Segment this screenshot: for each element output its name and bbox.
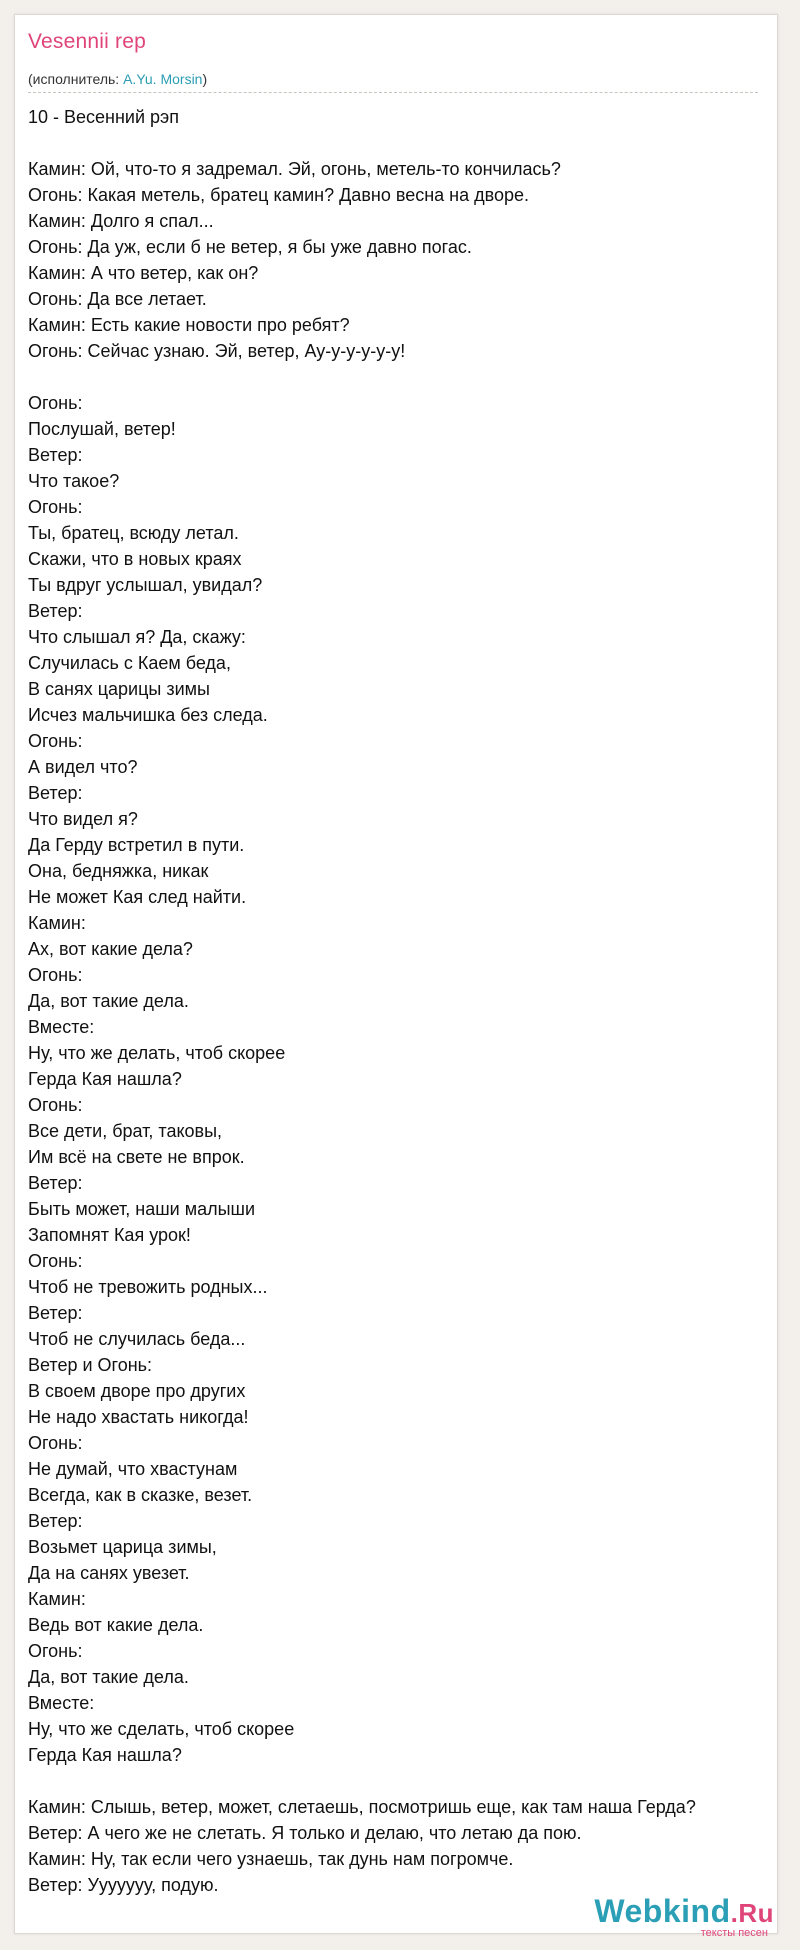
lyric-line: В своем дворе про других xyxy=(28,1381,246,1401)
lyric-line: Огонь: Да уж, если б не ветер, я бы уже давно погас. xyxy=(28,237,472,257)
lyric-line: Огонь: Сейчас узнаю. Эй, ветер, Ау-у-у-у-у-у! xyxy=(28,341,406,361)
lyric-line: Огонь: Какая метель, братец камин? Давно весна на дворе. xyxy=(28,185,530,205)
lyric-line: Ты вдруг услышал, увидал? xyxy=(28,575,263,595)
logo-tld: .Ru xyxy=(730,1898,774,1928)
lyric-line: Ах, вот какие дела? xyxy=(28,939,193,959)
lyric-line: Ведь вот какие дела. xyxy=(28,1615,204,1635)
lyric-line: Ветер: xyxy=(28,783,83,803)
artist-line xyxy=(28,71,207,87)
lyric-line: Всегда, как в сказке, везет. xyxy=(28,1485,253,1505)
lyric-line: Случилась с Каем беда, xyxy=(28,653,231,673)
logo-wordmark xyxy=(564,1895,774,1929)
lyric-line: Камин: Ой, что-то я задремал. Эй, огонь, метель-то кончилась? xyxy=(28,159,561,179)
lyrics-text xyxy=(28,104,798,1898)
lyric-line: Огонь: xyxy=(28,497,83,517)
lyric-line: Чтоб не тревожить родных... xyxy=(28,1277,268,1297)
lyric-line: Герда Кая нашла? xyxy=(28,1069,182,1089)
lyric-line: Запомнят Кая урок! xyxy=(28,1225,191,1245)
lyric-line: Ветер: А чего же не слетать. Я только и делаю, что летаю да пою. xyxy=(28,1823,582,1843)
title-divider xyxy=(28,92,758,93)
lyric-line: Ветер: xyxy=(28,1173,83,1193)
lyric-line: Им всё на свете не впрок. xyxy=(28,1147,245,1167)
lyric-line: Послушай, ветер! xyxy=(28,419,176,439)
lyric-line: Огонь: xyxy=(28,1095,83,1115)
lyric-line: Да, вот такие дела. xyxy=(28,1667,189,1687)
artist-suffix: ) xyxy=(202,71,208,87)
logo-main-text: Webkind xyxy=(594,1893,731,1929)
lyric-line: Огонь: xyxy=(28,1251,83,1271)
lyric-line: Камин: xyxy=(28,913,86,933)
lyric-line: Она, бедняжка, никак xyxy=(28,861,209,881)
lyric-line: Не надо хвастать никогда! xyxy=(28,1407,249,1427)
lyric-line: Ветер и Огонь: xyxy=(28,1355,153,1375)
lyric-line: Ветер: xyxy=(28,445,83,465)
lyric-line: Да, вот такие дела. xyxy=(28,991,189,1011)
lyric-line: Ну, что же сделать, чтоб скорее xyxy=(28,1719,295,1739)
lyric-line: Скажи, что в новых краях xyxy=(28,549,242,569)
lyric-line: Исчез мальчишка без следа. xyxy=(28,705,268,725)
lyric-line: 10 - Весенний рэп xyxy=(28,107,179,127)
lyric-line: Огонь: Да все летает. xyxy=(28,289,207,309)
lyric-line: В санях царицы зимы xyxy=(28,679,210,699)
lyric-line: Ветер: xyxy=(28,601,83,621)
lyric-line: Что слышал я? Да, скажу: xyxy=(28,627,246,647)
lyric-line: Ну, что же делать, чтоб скорее xyxy=(28,1043,286,1063)
lyric-line: Камин: А что ветер, как он? xyxy=(28,263,259,283)
lyric-line: Все дети, брат, таковы, xyxy=(28,1121,223,1141)
lyric-line: Огонь: xyxy=(28,965,83,985)
lyric-line: Да Герду встретил в пути. xyxy=(28,835,245,855)
lyric-line: Не думай, что хвастунам xyxy=(28,1459,238,1479)
lyric-line: Камин: Слышь, ветер, может, слетаешь, посмотришь еще, как там наша Герда? xyxy=(28,1797,696,1817)
lyric-line: Вместе: xyxy=(28,1693,95,1713)
lyric-line: Ветер: xyxy=(28,1511,83,1531)
lyric-line: Что такое? xyxy=(28,471,120,491)
lyric-line: Ты, братец, всюду летал. xyxy=(28,523,239,543)
lyric-line: Камин: Долго я спал... xyxy=(28,211,214,231)
lyric-line: Камин: xyxy=(28,1589,86,1609)
lyric-line: Огонь: xyxy=(28,1641,83,1661)
lyric-line: Ветер: xyxy=(28,1303,83,1323)
lyric-line: Огонь: xyxy=(28,393,83,413)
lyric-line: Вместе: xyxy=(28,1017,95,1037)
artist-prefix: (исполнитель: xyxy=(28,71,124,87)
lyric-line: Огонь: xyxy=(28,1433,83,1453)
lyric-line: Камин: Ну, так если чего узнаешь, так дунь нам погромче. xyxy=(28,1849,514,1869)
lyric-line: Что видел я? xyxy=(28,809,138,829)
webkind-logo[interactable] xyxy=(564,1895,774,1937)
song-title: Vesennii rep xyxy=(28,30,146,53)
lyric-line: А видел что? xyxy=(28,757,138,777)
logo-tagline: тексты песен xyxy=(700,1927,768,1939)
lyric-line: Камин: Есть какие новости про ребят? xyxy=(28,315,350,335)
artist-link[interactable]: A.Yu. Morsin xyxy=(123,71,203,87)
lyric-line: Огонь: xyxy=(28,731,83,751)
lyric-line: Не может Кая след найти. xyxy=(28,887,247,907)
lyric-line: Возьмет царица зимы, xyxy=(28,1537,217,1557)
lyric-line: Ветер: Ууууууу, подую. xyxy=(28,1875,219,1895)
lyric-line: Герда Кая нашла? xyxy=(28,1745,182,1765)
lyric-line: Быть может, наши малыши xyxy=(28,1199,256,1219)
lyric-line: Да на санях увезет. xyxy=(28,1563,190,1583)
lyric-line: Чтоб не случилась беда... xyxy=(28,1329,246,1349)
